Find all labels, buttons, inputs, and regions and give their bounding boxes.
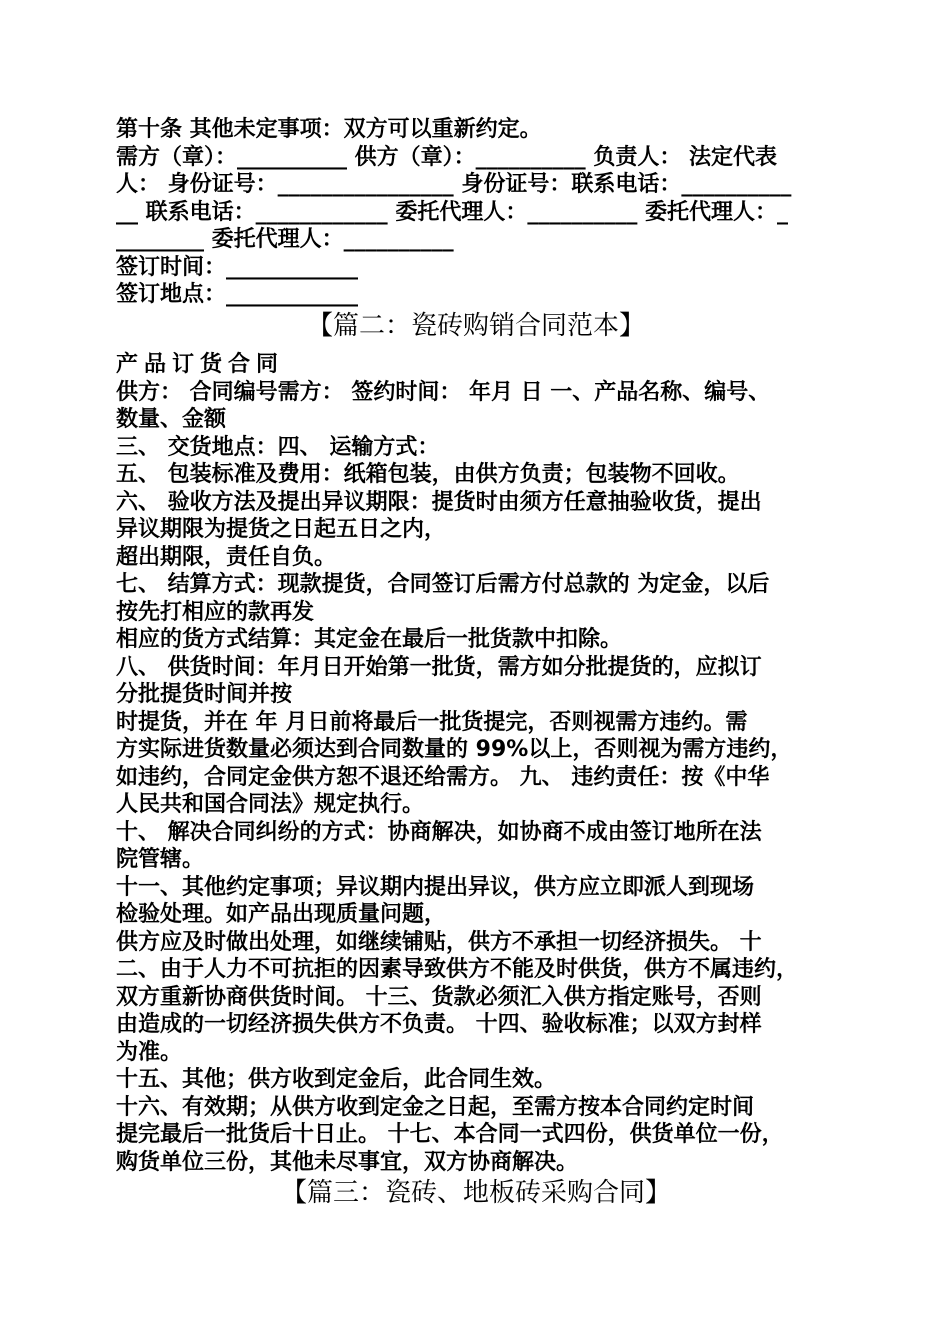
text-line: 双方重新协商供货时间。 十三、货款必须汇入供方指定账号，否则: [116, 984, 762, 1010]
text-line: 如违约，合同定金供方恕不退还给需方。 九、 违约责任：按《中华: [116, 764, 770, 790]
section-1: [116, 116, 836, 309]
text-line: 八、 供货时间：年月日开始第一批货，需方如分批提货的，应拟订: [116, 654, 762, 680]
text-line: 人民共和国合同法》规定执行。: [116, 792, 425, 817]
text-line: 第十条 其他未定事项：双方可以重新约定。: [116, 117, 542, 142]
text-line: 七、 结算方式：现款提货，合同签订后需方付总款的 为定金，以后: [116, 572, 770, 597]
text-line: 异议期限为提货之日起五日之内，: [116, 517, 447, 542]
text-line: 十五、其他；供方收到定金后，此合同生效。: [116, 1067, 557, 1092]
text-line: 提完最后一批货后十日止。 十七、本合同一式四份，供货单位一份，: [116, 1122, 784, 1147]
text-line: 三、 交货地点：四、 运输方式：: [116, 434, 440, 460]
document-page: [116, 116, 836, 1212]
text-line: 供方应及时做出处理，如继续铺贴，供方不承担一切经济损失。 十: [116, 929, 762, 955]
text-line: 购货单位三份，其他未尽事宜，双方协商解决。: [116, 1149, 579, 1175]
text-line: 十、 解决合同纠纷的方式：协商解决，如协商不成由签订地所在法: [116, 819, 762, 845]
text-line: 相应的货方式结算：其定金在最后一批货款中扣除。: [116, 627, 623, 652]
text-line: 超出期限，责任自负。: [116, 544, 337, 570]
text-line: 数量、金额: [116, 407, 227, 432]
section-heading-3: 【篇三：瓷砖、地板砖采购合同】: [280, 1178, 671, 1208]
section-heading-2: 【篇二：瓷砖购销合同范本】: [306, 310, 645, 341]
text-line: 分批提货时间并按: [116, 682, 293, 707]
text-line: 为准。: [116, 1039, 183, 1065]
text-line: __ 联系电话：____________ 委托代理人：__________ 委托代理人：_: [116, 199, 788, 225]
text-line: 签订地点：____________: [116, 282, 359, 307]
text-line: 十一、其他约定事项；异议期内提出异议，供方应立即派人到现场: [116, 874, 755, 900]
text-line: 人： 身份证号：________________ 身份证号：联系电话：__________: [116, 172, 792, 197]
text-line: 六、 验收方法及提出异议期限：提货时由须方任意抽验收货，提出: [116, 489, 762, 515]
text-line: 时提货，并在 年 月日前将最后一批货提完，否则视需方违约。需: [116, 709, 748, 735]
text-line: ________ 委托代理人：__________: [116, 227, 454, 252]
text-line: 供方： 合同编号需方： 签约时间： 年月 日 一、产品名称、编号、: [116, 379, 771, 405]
contract-title: 产品订货合同: [116, 351, 285, 377]
text-line: 按先打相应的款再发: [116, 599, 315, 625]
text-line: 五、 包装标准及费用：纸箱包装，由供方负责；包装物不回收。: [116, 462, 740, 487]
text-line: 十六、有效期；从供方收到定金之日起，至需方按本合同约定时间: [116, 1094, 755, 1120]
text-line: 签订时间：____________: [116, 254, 359, 280]
text-line: 检验处理。如产品出现质量问题，: [116, 902, 447, 927]
text-line: 院管辖。: [116, 847, 205, 872]
text-line: 二、由于人力不可抗拒的因素导致供方不能及时供货，供方不属违约，: [116, 957, 799, 982]
text-line: 方实际进货数量必须达到合同数量的 99%以上，否则视为需方违约，: [116, 737, 793, 762]
text-line: 需方（章）：__________ 供方（章）：__________ 负责人： 法定代表: [116, 144, 777, 170]
section-2: [116, 379, 836, 1177]
text-line: 由造成的一切经济损失供方不负责。 十四、验收标准；以双方封样: [116, 1012, 762, 1037]
